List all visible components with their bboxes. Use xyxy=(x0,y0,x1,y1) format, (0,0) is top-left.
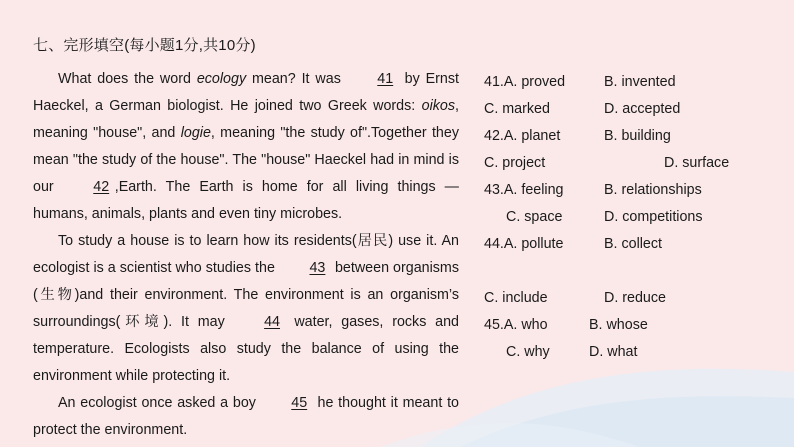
passage-paragraph-3 xyxy=(33,390,459,444)
blank-41: 41 xyxy=(377,71,394,87)
option-44-b: B. collect xyxy=(604,236,663,252)
option-43-a: 43.A. feeling xyxy=(484,182,564,198)
text-segment: , meaning "house", and xyxy=(33,98,459,141)
option-41-d: D. accepted xyxy=(604,101,681,117)
option-42-b: B. building xyxy=(604,128,671,144)
option-45-b: B. whose xyxy=(589,317,648,333)
option-44-d: D. reduce xyxy=(604,290,666,306)
text-segment: , meaning "the study of".Together they mean "the study of the house". The "house" Haeckel had in mind is our xyxy=(33,125,459,195)
passage-paragraph-1 xyxy=(33,66,459,228)
blank-45: 45 xyxy=(291,395,308,411)
section-title: 七、完形填空(每小题1分,共10分) xyxy=(33,37,256,54)
option-45-d: D. what xyxy=(589,344,638,360)
option-44-c: C. include xyxy=(484,290,548,306)
text-segment: mean? It was xyxy=(246,71,347,87)
option-43-d: D. competitions xyxy=(604,209,703,225)
option-41-c: C. marked xyxy=(484,101,550,117)
option-42-d: D. surface xyxy=(664,155,730,171)
blank-43: 43 xyxy=(309,260,326,276)
text-segment: by Ernst Haeckel, a German biologist. He joined two Greek words: xyxy=(33,71,460,114)
text-segment: he thought it meant to protect the environment. xyxy=(33,395,459,438)
option-43-b: B. relationships xyxy=(604,182,702,198)
passage-paragraph-2 xyxy=(33,228,459,390)
word-oikos: oikos xyxy=(421,98,456,114)
text-segment: water, gases, rocks and temperature. Ecologists also study the balance of using the environment while protecting it. xyxy=(33,314,459,384)
text-segment: An ecologist once asked a boy xyxy=(58,395,261,411)
option-44-a: 44.A. pollute xyxy=(484,236,564,252)
option-41-a: 41.A. proved xyxy=(484,74,566,90)
option-41-b: B. invented xyxy=(604,74,676,90)
option-43-c: C. space xyxy=(506,209,563,225)
text-segment: ,Earth. The Earth is home for all living things — humans, animals, plants and even tiny microbes. xyxy=(33,179,459,222)
blank-44: 44 xyxy=(264,314,280,330)
word-ecology: ecology xyxy=(196,71,247,87)
blank-42: 42 xyxy=(93,179,110,195)
text-segment: To study a house is to learn how its residents(居民) use it. An ecologist is a scientist who studies the xyxy=(33,233,459,276)
text-segment: What does the word xyxy=(58,71,197,87)
option-42-a: 42.A. planet xyxy=(484,128,561,144)
option-45-a: 45.A. who xyxy=(484,317,548,333)
cloze-passage xyxy=(33,66,459,444)
word-logie: logie xyxy=(180,125,211,141)
option-45-c: C. why xyxy=(506,344,550,360)
text-segment: between organisms (生物)and their environment. The environment is an organism’s surroundings(环境). It may xyxy=(33,260,459,330)
option-42-c: C. project xyxy=(484,155,546,171)
